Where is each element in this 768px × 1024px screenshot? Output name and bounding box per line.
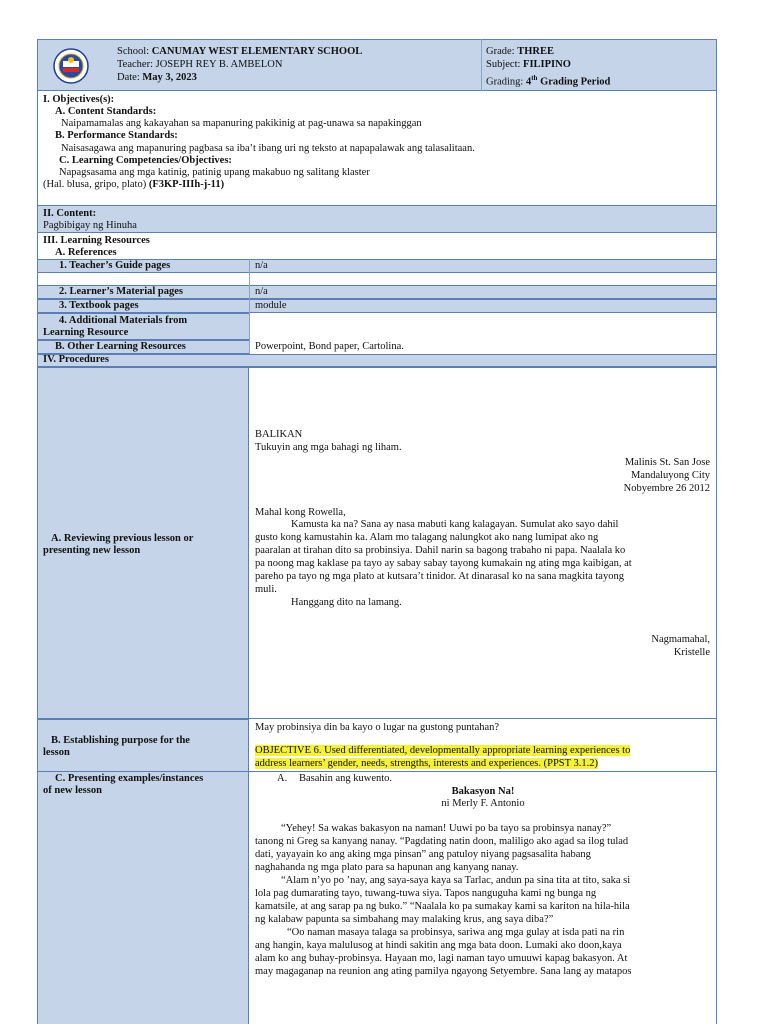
content-text: Pagbibigay ng Hinuha [43, 220, 137, 231]
story-line: ang hangin, kaya malulusog at hindi sakitin ang mga bata doon. Lumaki ako doon,kaya [255, 940, 622, 951]
objective-6-line-2: address learners’ gender, needs, strengths, interests and experiences. (PPST 3.1.2) [255, 758, 598, 769]
content-standards-label: A. Content Standards: [55, 106, 157, 117]
story-line: “Yehey! Sa wakas bakasyon na naman! Uuwi po ba tayo sa probinsya nanay?” [281, 823, 612, 834]
performance-standards-label: B. Performance Standards: [55, 130, 178, 141]
proc-c-label-1: C. Presenting examples/instances [55, 773, 204, 784]
tb-label: 3. Textbook pages [59, 300, 139, 311]
subject-line: Subject: FILIPINO [486, 59, 571, 70]
proc-b-label-2: lesson [43, 747, 70, 758]
procedures-band [37, 354, 717, 367]
story-line: may magaganap na reunion ang ating pamilya ngayong Setyembre. Sana lang ay matapos [255, 966, 632, 977]
content-band [37, 205, 717, 233]
grade-line: Grade: THREE [486, 46, 554, 57]
lesson-plan [37, 39, 717, 1024]
letter-sign-1: Nagmamahal, [651, 634, 710, 645]
olr-label: B. Other Learning Resources [55, 341, 186, 352]
school-line: School: CANUMAY WEST ELEMENTARY SCHOOL [117, 46, 363, 57]
story-line: alam ko ang buhay-probinsya. Hayaan mo, lagi naman tayo umuuwi kapag bakasyon. At [255, 953, 628, 964]
tb-value: module [255, 300, 287, 311]
date-line: Date: May 3, 2023 [117, 72, 197, 83]
story-line: “Alam n’yo po ’nay, ang saya-saya kaya sa Tarlac, andun pa sina tita at tito, saka si [281, 875, 631, 886]
proc-a-label-1: A. Reviewing previous lesson or [51, 533, 194, 544]
story-line: naghahanda ng mga plato para sa hapunan ang kanyang nanay. [255, 862, 519, 873]
objectives-title: I. Objectives(s): [43, 94, 115, 105]
letter-address-2: Mandaluyong City [630, 470, 710, 481]
objective-6-line-1: OBJECTIVE 6. Used differentiated, developmentally appropriate learning experiences to [255, 745, 631, 756]
proc-a-label-2: presenting new lesson [43, 545, 141, 556]
tg-value: n/a [255, 260, 268, 271]
lm-label: 2. Learner’s Material pages [59, 286, 184, 297]
tb-row [37, 299, 717, 313]
story-author: ni Merly F. Antonio [441, 798, 525, 809]
letter-date: Nobyembre 26 2012 [623, 483, 710, 494]
proc-b-label-1: B. Establishing purpose for the [51, 735, 190, 746]
deped-seal-logo [53, 48, 89, 84]
letter-body-4: pa noong mag kaklase pa tayo ay sabay sabay tayong kumakain ng ating mga kaibigan, at [255, 558, 632, 569]
story-line: ng kalabaw papunta sa simbahang may malaking krus, ang saya diba?” [255, 914, 554, 925]
lm-value: n/a [255, 286, 268, 297]
story-line: “Oo naman masaya talaga sa probinsya, sariwa ang mga gulay at isda pati na rin [287, 927, 625, 938]
letter-closing: Hanggang dito na lamang. [291, 597, 402, 608]
purpose-question: May probinsiya din ba kayo o lugar na gustong puntahan? [255, 722, 500, 733]
letter-body-1: Kamusta ka na? Sana ay nasa mabuti kang kalagayan. Sumulat ako sayo dahil [291, 519, 619, 530]
story-line: dati, yayayain ko ang aking mga pinsan” ang patuloy niyang pagsasalita habang [255, 849, 591, 860]
references-label: A. References [55, 247, 117, 258]
letter-address-1: Malinis St. San Jose [624, 457, 710, 468]
tg-label: 1. Teacher’s Guide pages [59, 260, 171, 271]
balikan-heading: BALIKAN [255, 429, 303, 440]
story-line: kamatsile, at ang sarap pa ng buko.” “Naalala ko pa sumakay kami sa kariton na hila-hila [255, 901, 630, 912]
story-line: tanong ni Greg sa kanyang nanay. “Pagdating natin doon, maliligo ako agad sa ilog tulad [255, 836, 629, 847]
teacher-line: Teacher: JOSEPH REY B. AMBELON [117, 59, 283, 70]
story-item-letter: A. [277, 773, 288, 784]
am-label-1: 4. Additional Materials from [59, 315, 188, 326]
letter-body-3: paaralan at tirahan dito sa probinsiya. Dahil narin sa bagong trabaho ni papa. Naalala ko [255, 545, 626, 556]
am-label-2: Learning Resource [43, 327, 129, 338]
letter-body-6: muli. [255, 584, 277, 595]
resources-title: III. Learning Resources [43, 235, 150, 246]
competencies-example: (Hal. blusa, gripo, plato) (F3KP-IIIh-j-11) [43, 179, 225, 190]
letter-body-2: gusto kong kamustahin ka. Alam mo talagang nalungkot ako nang lumipat ako ng [255, 532, 599, 543]
story-title: Bakasyon Na! [451, 786, 515, 797]
proc-c-label-2: of new lesson [43, 785, 102, 796]
procedures-title: IV. Procedures [43, 354, 109, 365]
proc-c-label-cell [37, 772, 249, 1024]
letter-sign-2: Kristelle [673, 647, 710, 658]
competencies-text: Napagsasama ang mga katinig, patinig upang makabuo ng salitang klaster [59, 167, 370, 178]
story-instruction: Basahin ang kuwento. [299, 773, 393, 784]
olr-value: Powerpoint, Bond paper, Cartolina. [255, 341, 404, 352]
content-title: II. Content: [43, 208, 97, 219]
story-line: lola pag dumarating tayo, tuwang-tuwa siya. Tapos nanguguha kami ng bunga ng [255, 888, 597, 899]
letter-greeting: Mahal kong Rowella, [255, 507, 346, 518]
grading-line: Grading: 4th Grading Period [486, 74, 611, 88]
performance-standards-text: Naisasagawa ang mapanuring pagbasa sa iba’t ibang uri ng teksto at napapalawak ang talasalitaan. [61, 143, 475, 154]
content-standards-text: Naipamamalas ang kakayahan sa mapanuring pakikinig at pag-unawa sa napakinggan [61, 118, 422, 129]
competencies-label: C. Learning Competencies/Objectives: [59, 155, 232, 166]
letter-body-5: pareho pa tayo ng mga plato at kutsara’t tinidor. At dinarasal ko na sana magkita tayong [255, 571, 624, 582]
balikan-instruction: Tukuyin ang mga bahagi ng liham. [255, 442, 402, 453]
